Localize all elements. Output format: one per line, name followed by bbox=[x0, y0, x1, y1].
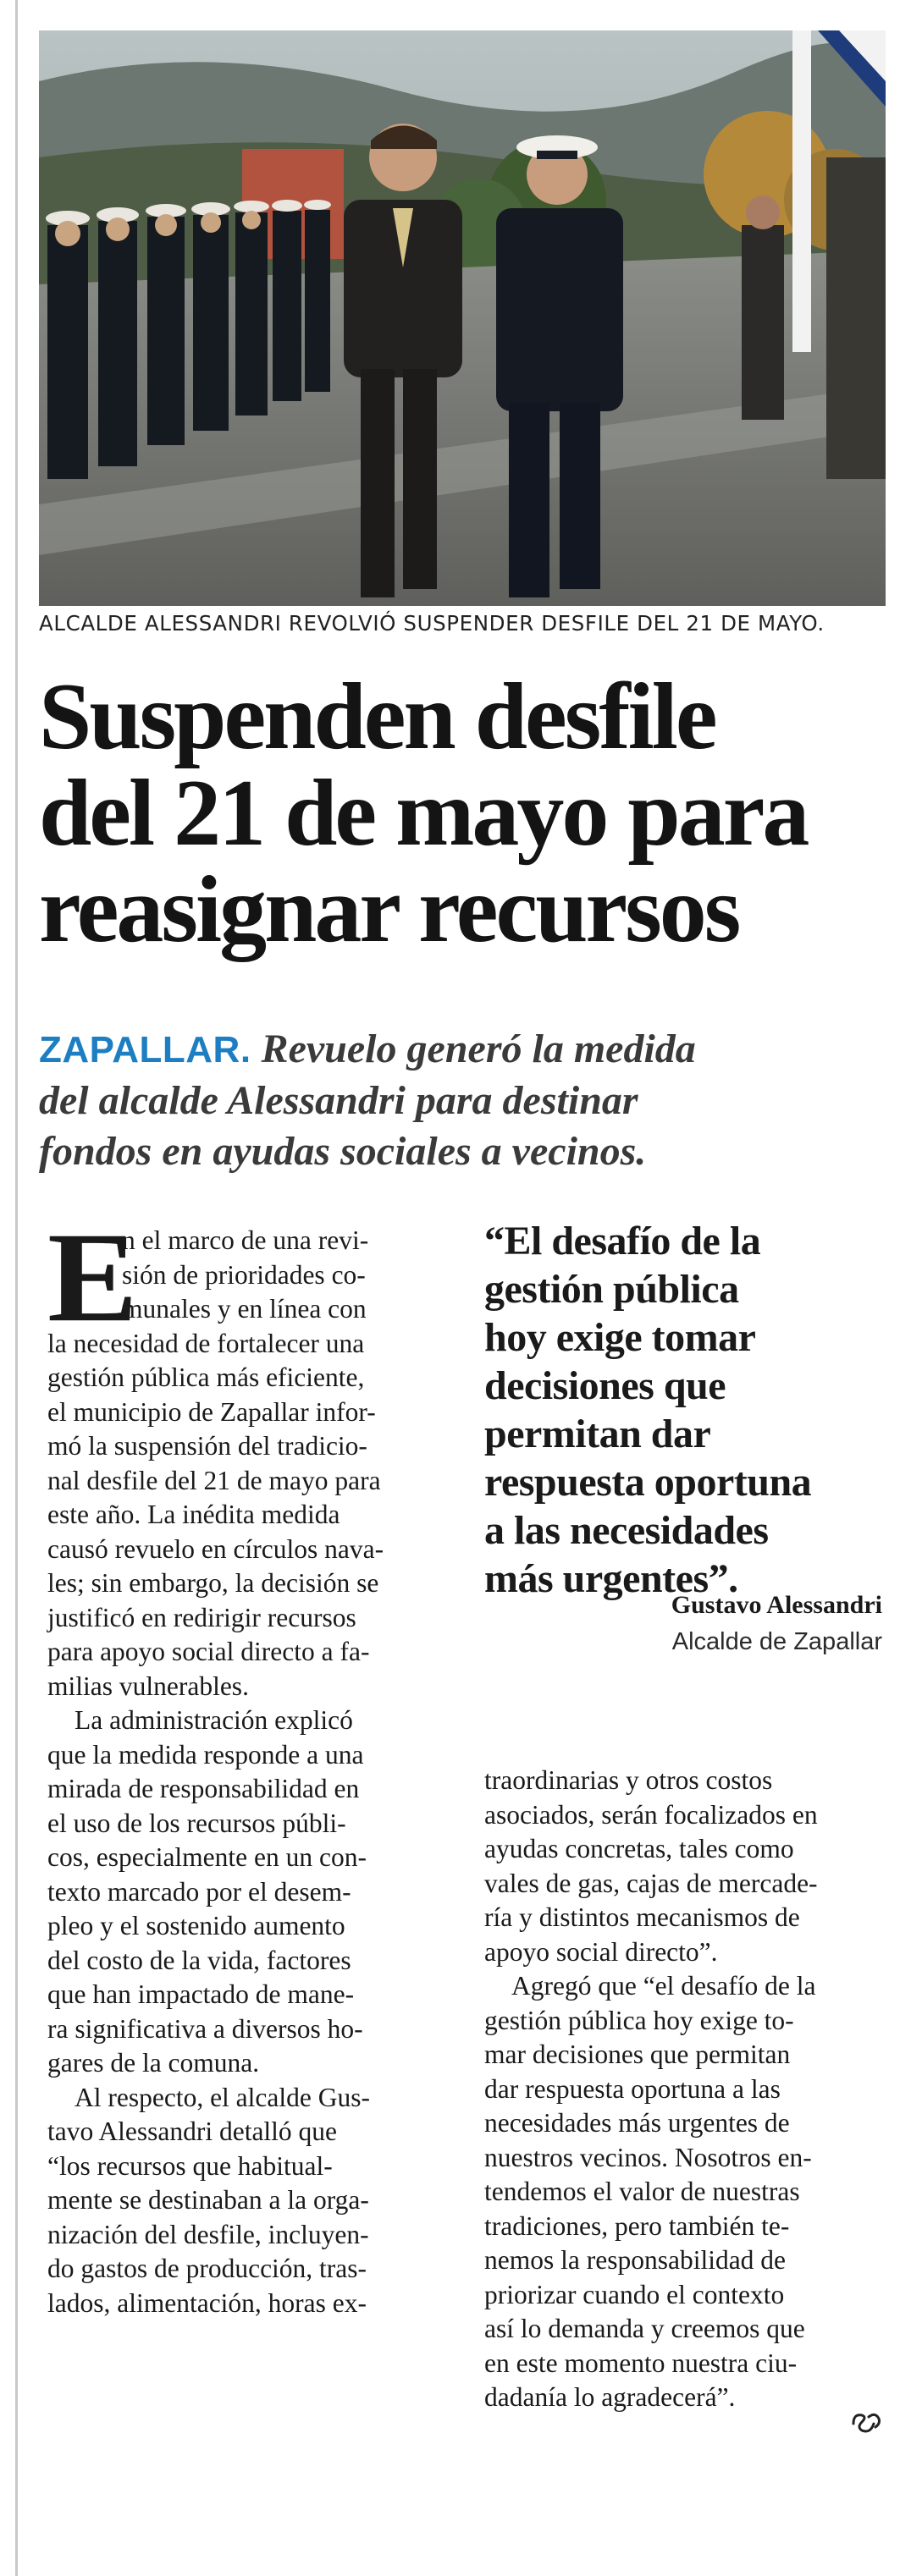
quote-author-role: Alcalde de Zapallar bbox=[671, 1628, 882, 1655]
article-line: lados, alimentación, horas ex- bbox=[47, 2287, 367, 2318]
pull-quote bbox=[484, 1217, 891, 1603]
article-line: nuestros vecinos. Nosotros en- bbox=[484, 2142, 812, 2172]
pull-quote-line: “El desafío de la bbox=[484, 1219, 761, 1263]
article-line: para apoyo social directo a fa- bbox=[47, 1637, 370, 1666]
lead-line: fondos en ayudas sociales a vecinos. bbox=[39, 1129, 647, 1174]
article-line: asociados, serán focalizados en bbox=[484, 1799, 818, 1830]
photo-caption: ALCALDE ALESSANDRI REVOLVIÓ SUSPENDER DESFILE DEL 21 DE MAYO. bbox=[39, 611, 825, 636]
article-line: texto marcado por el desem- bbox=[47, 1876, 351, 1907]
article-line: ría y distintos mecanismos de bbox=[484, 1902, 800, 1932]
article-line: necesidades más urgentes de bbox=[484, 2108, 790, 2138]
article-line: ayudas concretas, tales como bbox=[484, 1834, 794, 1863]
article-line: gestión pública hoy exige to- bbox=[484, 2005, 794, 2035]
article-line: dar respuesta oportuna a las bbox=[484, 2073, 781, 2104]
drop-cap-letter: E bbox=[47, 1205, 138, 1349]
headline-line: reasignar recursos bbox=[39, 857, 739, 962]
pull-quote-line: más urgentes”. bbox=[484, 1556, 738, 1601]
article-line: que han impactado de mane- bbox=[47, 1979, 355, 2009]
pull-quote-line: respuesta oportuna bbox=[484, 1460, 812, 1505]
article-line: do gastos de producción, tras- bbox=[47, 2254, 367, 2283]
pull-quote-line: decisiones que bbox=[484, 1363, 726, 1408]
article-line: “los recursos que habitual- bbox=[47, 2150, 333, 2181]
end-of-article-icon bbox=[850, 2405, 884, 2439]
article-line: priorizar cuando el contexto bbox=[484, 2279, 785, 2309]
article-line: así lo demanda y creemos que bbox=[484, 2314, 805, 2343]
article-line: tavo Alessandri detalló que bbox=[47, 2116, 338, 2146]
article-line: les; sin embargo, la decisión se bbox=[47, 1568, 379, 1598]
headline-line: Suspenden desfile bbox=[39, 664, 715, 769]
article-line: La administración explicó bbox=[75, 1705, 353, 1735]
article-line: mó la suspensión del tradicio- bbox=[47, 1431, 367, 1461]
article-line: munales y en línea con bbox=[122, 1294, 367, 1324]
article-line: causó revuelo en círculos nava- bbox=[47, 1533, 384, 1564]
article-line: el uso de los recursos públi- bbox=[47, 1808, 346, 1838]
article-line: cos, especialmente en un con- bbox=[47, 1842, 367, 1872]
article-line: nal desfile del 21 de mayo para bbox=[47, 1465, 381, 1495]
article-line: vales de gas, cajas de mercade- bbox=[484, 1868, 818, 1898]
pull-quote-line: gestión pública bbox=[484, 1267, 739, 1312]
article-line: ra significativa a diversos ho- bbox=[47, 2013, 363, 2044]
article-column-left bbox=[47, 1205, 459, 2320]
article-line: tendemos el valor de nuestras bbox=[484, 2177, 800, 2206]
article-line: este año. La inédita medida bbox=[47, 1500, 340, 1529]
article-line: nización del desfile, incluyen- bbox=[47, 2219, 369, 2249]
article-line: del costo de la vida, factores bbox=[47, 1945, 351, 1975]
lead-text: Revuelo generó la medida bbox=[261, 1027, 696, 1071]
pull-quote-line: permitan dar bbox=[484, 1412, 711, 1456]
article-line: sión de prioridades co- bbox=[122, 1259, 366, 1290]
pull-quote-line: a las necesidades bbox=[484, 1508, 769, 1553]
left-column-rule bbox=[15, 0, 18, 2576]
article-line: traordinarias y otros costos bbox=[484, 1765, 773, 1795]
location-kicker: ZAPALLAR. bbox=[39, 1029, 251, 1071]
article-column-right bbox=[484, 1764, 887, 2415]
headline bbox=[39, 664, 894, 962]
article-line: nemos la responsabilidad de bbox=[484, 2245, 787, 2275]
article-line: n el marco de una revi- bbox=[122, 1225, 369, 1255]
article-line: pleo y el sostenido aumento bbox=[47, 1911, 345, 1940]
article-line: justificó en redirigir recursos bbox=[47, 1602, 356, 1632]
article-line: tradiciones, pero también te- bbox=[484, 2210, 790, 2241]
article-line: que la medida responde a una bbox=[47, 1739, 364, 1770]
article-line: el municipio de Zapallar infor- bbox=[47, 1396, 376, 1427]
pull-quote-line: hoy exige tomar bbox=[484, 1315, 756, 1360]
article-line: mente se destinaban a la orga- bbox=[47, 2185, 369, 2215]
article-line: mar decisiones que permitan bbox=[484, 2039, 791, 2069]
article-line: en este momento nuestra ciu- bbox=[484, 2348, 798, 2378]
article-line: gares de la comuna. bbox=[47, 2048, 260, 2078]
article-line: dadanía lo agradecerá”. bbox=[484, 2382, 736, 2412]
article-line: apoyo social directo”. bbox=[484, 1936, 718, 1967]
article-line: Al respecto, el alcalde Gus- bbox=[75, 2082, 370, 2112]
news-photo bbox=[39, 30, 886, 606]
lead-line bbox=[39, 1024, 894, 1076]
lead-line: del alcalde Alessandri para destinar bbox=[39, 1078, 638, 1123]
article-line: mirada de responsabilidad en bbox=[47, 1774, 360, 1803]
article-line: gestión pública más eficiente, bbox=[47, 1362, 365, 1392]
article-line: Agregó que “el desafío de la bbox=[511, 1971, 816, 2001]
quote-author: Gustavo Alessandri bbox=[671, 1591, 882, 1619]
headline-line: del 21 de mayo para bbox=[39, 761, 808, 866]
article-line: la necesidad de fortalecer una bbox=[47, 1328, 365, 1358]
article-line: milias vulnerables. bbox=[47, 1671, 249, 1701]
lead-paragraph bbox=[39, 1024, 894, 1177]
